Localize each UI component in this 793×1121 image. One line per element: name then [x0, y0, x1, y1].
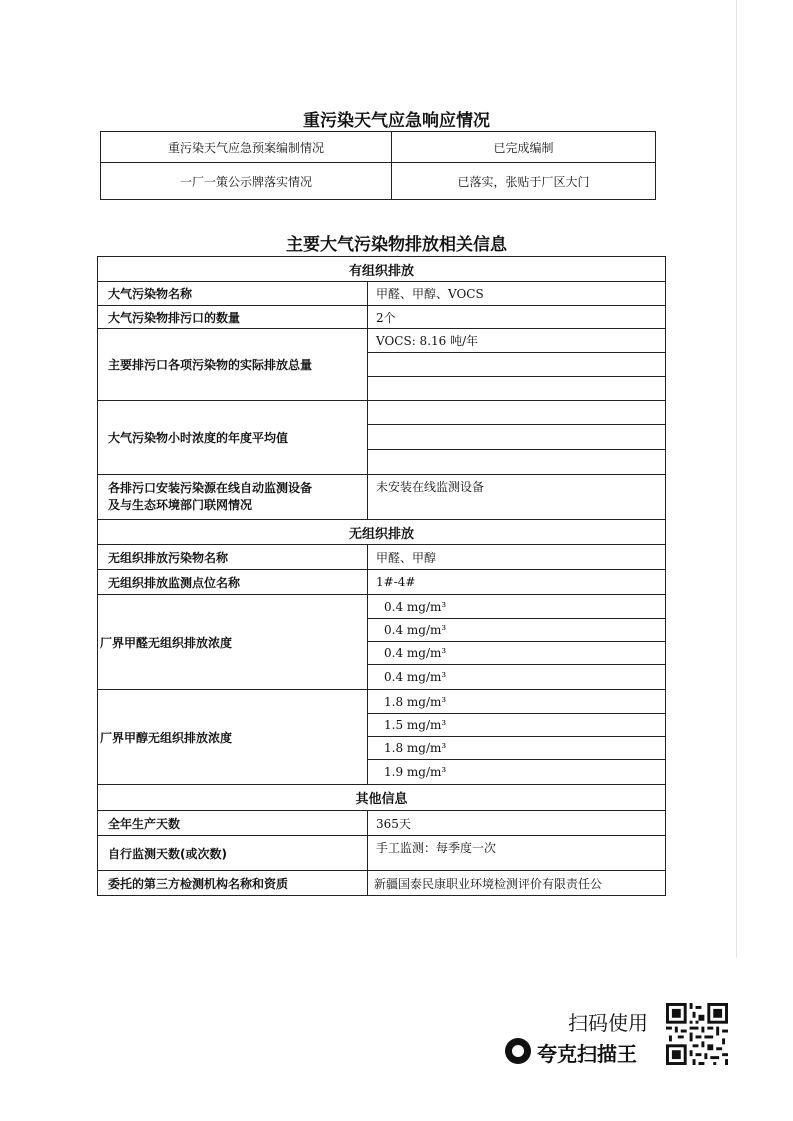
- self-monitor-label: 自行监测天数(或次数): [97, 835, 368, 871]
- unorganized-header: 无组织排放: [97, 519, 666, 545]
- page-edge-line: [736, 0, 737, 958]
- scan-to-use-text: 扫码使用: [568, 1011, 648, 1035]
- formaldehyde-value-2: 0.4 mg/m³: [367, 618, 666, 642]
- quark-brand-text: 夸克扫描王: [537, 1042, 637, 1066]
- signboard-value: 已落实，张贴于厂区大门: [391, 162, 656, 200]
- online-monitor-value: 未安装在线监测设备: [367, 474, 666, 520]
- formaldehyde-label: 厂界甲醛无组织排放浓度: [97, 594, 368, 690]
- online-monitor-label: [97, 474, 368, 520]
- formaldehyde-value-4: 0.4 mg/m³: [367, 664, 666, 690]
- emission-section-title: 主要大气污染物排放相关信息: [286, 235, 507, 255]
- formaldehyde-value-3: 0.4 mg/m³: [367, 641, 666, 665]
- hourly-avg-value-2: [367, 424, 666, 450]
- self-monitor-value: 手工监测：每季度一次: [367, 835, 666, 871]
- third-party-value: 新疆国泰民康职业环境检测评价有限责任公: [367, 870, 666, 896]
- total-emission-label: 主要排污口各项污染物的实际排放总量: [97, 328, 368, 401]
- third-party-label: 委托的第三方检测机构名称和资质: [97, 870, 368, 896]
- hourly-avg-label: 大气污染物小时浓度的年度平均值: [97, 400, 368, 475]
- other-header: 其他信息: [97, 784, 666, 811]
- unorg-pollutant-value: 甲醛、甲醇: [367, 544, 666, 570]
- methanol-value-1: 1.8 mg/m³: [367, 689, 666, 714]
- total-emission-value-1: VOCS: 8.16 吨/年: [367, 328, 666, 353]
- org-pollutant-value: 甲醛、甲醇、VOCS: [367, 281, 666, 306]
- response-section-title: 重污染天气应急响应情况: [303, 111, 490, 131]
- online-monitor-label-line1: 各排污口安装污染源在线自动监测设备: [108, 481, 313, 495]
- methanol-value-4: 1.9 mg/m³: [367, 759, 666, 785]
- monitor-point-label: 无组织排放监测点位名称: [97, 569, 368, 595]
- unorg-pollutant-label: 无组织排放污染物名称: [97, 544, 368, 570]
- formaldehyde-value-1: 0.4 mg/m³: [367, 594, 666, 619]
- plan-label: 重污染天气应急预案编制情况: [100, 131, 392, 163]
- organized-header: 有组织排放: [97, 256, 666, 282]
- hourly-avg-value-3: [367, 449, 666, 475]
- production-days-label: 全年生产天数: [97, 810, 368, 836]
- total-emission-value-3: [367, 376, 666, 401]
- total-emission-value-2: [367, 352, 666, 377]
- production-days-value: 365天: [367, 810, 666, 836]
- methanol-value-2: 1.5 mg/m³: [367, 713, 666, 737]
- quark-logo-icon: [505, 1038, 531, 1064]
- online-monitor-label-line2: 及与生态环境部门联网情况: [108, 498, 253, 512]
- outlet-count-value: 2个: [367, 305, 666, 329]
- plan-value: 已完成编制: [391, 131, 656, 163]
- monitor-point-value: 1#-4#: [367, 569, 666, 595]
- methanol-label: 厂界甲醇无组织排放浓度: [97, 689, 368, 785]
- qr-code-icon: [666, 1003, 728, 1065]
- signboard-label: 一厂一策公示牌落实情况: [100, 162, 392, 200]
- outlet-count-label: 大气污染物排污口的数量: [97, 305, 368, 329]
- hourly-avg-value-1: [367, 400, 666, 425]
- methanol-value-3: 1.8 mg/m³: [367, 736, 666, 760]
- org-pollutant-label: 大气污染物名称: [97, 281, 368, 306]
